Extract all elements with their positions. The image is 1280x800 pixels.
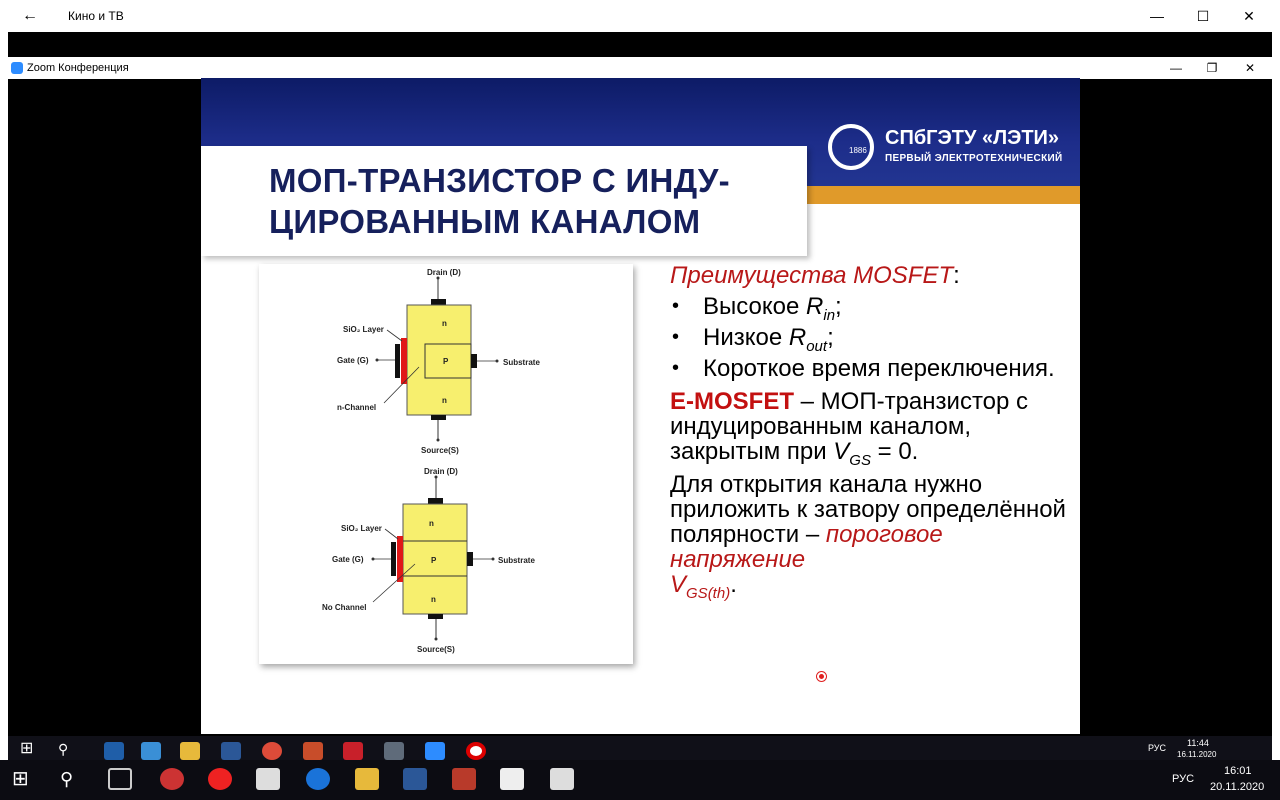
logo-year: 1886 [849, 146, 867, 155]
slide-title-line: МОП-ТРАНЗИСТОР С ИНДУ- [269, 162, 730, 199]
logo-subtitle: ПЕРВЫЙ ЭЛЕКТРОТЕХНИЧЕСКИЙ [885, 153, 1063, 164]
app-icon[interactable] [160, 768, 184, 790]
tray-lang[interactable]: РУС [1172, 773, 1195, 785]
inner-start-icon: ⊞ [20, 740, 34, 757]
logo-name: СПбГЭТУ «ЛЭТИ» [885, 127, 1060, 149]
channel-opening-text: Для открытия канала нужно приложить к затвору определённой полярности – пороговое напряжение $V_{GS(th)}$. [670, 471, 1066, 602]
slide-title-line: ЦИРОВАННЫМ КАНАЛОМ [269, 203, 701, 240]
laser-pointer-icon [817, 672, 826, 681]
inner-app3-icon [343, 742, 363, 760]
inner-zoom-icon [425, 742, 445, 760]
app-titlebar [0, 0, 1280, 32]
zoom-titlebar [8, 57, 1272, 79]
channel-label: No Channel [322, 603, 367, 612]
inner-tray-lang: РУС [1148, 743, 1167, 753]
store-icon[interactable] [256, 768, 280, 790]
substrate-label: Substrate [503, 358, 540, 367]
substrate-label: Substrate [498, 556, 535, 565]
source-label: Source(S) [417, 645, 455, 654]
bullet-high-rin: • Высокое $R_{in}$; [670, 294, 1070, 319]
movies-tv-icon[interactable] [500, 768, 524, 790]
photos-icon[interactable] [550, 768, 574, 790]
slide-title [269, 160, 809, 242]
start-icon[interactable]: ⊞ [12, 768, 29, 790]
edge-icon[interactable] [306, 768, 330, 790]
bullet-low-rout: • Низкое $R_{out}$; [670, 325, 1070, 350]
minimize-button[interactable]: — [1150, 8, 1164, 24]
inner-app4-icon [384, 742, 404, 760]
mosfet-diagram-card [259, 264, 633, 664]
sio2-label: SiO₂ Layer [343, 325, 384, 334]
inner-app-icon [141, 742, 161, 760]
emosfet-definition: E-MOSFET – МОП-транзистор с индуцированным каналом, закрытым при $V_{GS} = 0$. [670, 388, 1029, 469]
explorer-icon[interactable] [355, 768, 379, 790]
n-top-label: n [429, 519, 434, 528]
zoom-title: Zoom Конференция [27, 62, 129, 74]
back-arrow-icon[interactable]: ← [22, 7, 38, 24]
bullet-switching: • Короткое время переключения. [670, 356, 1070, 381]
windows-taskbar [0, 760, 1280, 800]
advantages-heading: Преимущества MOSFET: [670, 262, 960, 289]
zoom-close-button[interactable]: ✕ [1244, 61, 1256, 75]
search-icon[interactable]: ⚲ [60, 769, 74, 789]
zoom-minimize-button[interactable]: — [1170, 61, 1182, 75]
close-button[interactable]: ✕ [1243, 8, 1255, 24]
drain-label: Drain (D) [424, 467, 458, 476]
mosfet-diagram [259, 264, 633, 664]
zoom-restore-button[interactable]: ❐ [1206, 61, 1218, 75]
inner-search-icon: ⚲ [58, 741, 69, 757]
gate-label: Gate (G) [332, 555, 364, 564]
winrar-icon[interactable] [452, 768, 476, 790]
inner-powershell-icon [104, 742, 124, 760]
maximize-button[interactable]: ☐ [1196, 8, 1210, 24]
task-view-icon[interactable] [108, 768, 132, 790]
gate-label: Gate (G) [337, 356, 369, 365]
channel-label: n-Channel [337, 403, 377, 412]
n-top-label: n [442, 319, 447, 328]
tray-date[interactable]: 20.11.2020 [1210, 781, 1265, 793]
inner-tray-time: 11:44 [1187, 738, 1209, 748]
tray-time[interactable]: 16:01 [1224, 765, 1252, 777]
inner-chrome-icon [262, 742, 282, 760]
slide-text [670, 262, 1070, 602]
presentation-slide [201, 78, 1080, 734]
zoom-logo-icon [11, 62, 23, 74]
drain-label: Drain (D) [427, 268, 461, 277]
transistor-top [337, 268, 540, 455]
p-label: P [431, 556, 437, 565]
source-label: Source(S) [421, 446, 459, 455]
transistor-bottom [322, 467, 535, 654]
n-bottom-label: n [442, 396, 447, 405]
inner-record-icon [466, 742, 486, 760]
inner-folder-icon [180, 742, 200, 760]
yandex-browser-icon[interactable] [208, 768, 232, 790]
app-title: Кино и ТВ [68, 9, 124, 23]
sio2-label: SiO₂ Layer [341, 524, 382, 533]
word-icon[interactable] [403, 768, 427, 790]
inner-app2-icon [303, 742, 323, 760]
p-label: P [443, 357, 449, 366]
inner-word-icon [221, 742, 241, 760]
n-bottom-label: n [431, 595, 436, 604]
inner-tray-date: 16.11.2020 [1177, 750, 1217, 759]
